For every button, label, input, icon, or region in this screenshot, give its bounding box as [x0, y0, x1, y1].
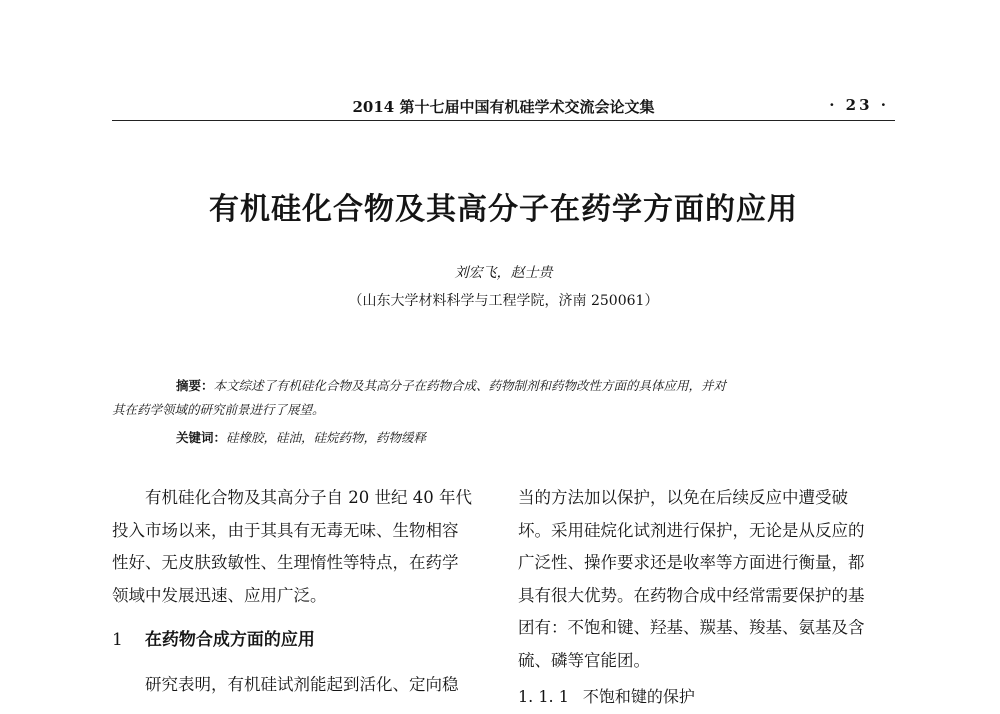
right-line-6: 硫、磷等官能团。 — [518, 650, 650, 670]
abstract-text-1: 本文综述了有机硅化合物及其高分子在药物合成、药物制剂和药物改性方面的具体应用，并对 — [213, 378, 727, 393]
abstract-label: 摘要： — [176, 378, 214, 393]
subsection-heading — [518, 681, 898, 714]
right-line-4: 具有很大优势。在药物合成中经常需要保护的基 — [518, 585, 865, 605]
section-number: 1 — [112, 630, 123, 650]
intro-line-2: 投入市场以来，由于其具有无毒无味、生物相容 — [112, 520, 459, 540]
subsection-title: 不饱和键的保护 — [582, 687, 695, 706]
section-heading-1 — [112, 624, 492, 657]
running-title: 2014 第十七届中国有机硅学术交流会论文集 — [352, 98, 655, 116]
keywords-label: 关键词： — [176, 430, 227, 445]
right-line-1: 当的方法加以保护，以免在后续反应中遭受破 — [518, 488, 848, 507]
running-header — [112, 94, 895, 121]
right-line-3: 广泛性、操作要求还是收率等方面进行衡量，都 — [518, 553, 865, 572]
abstract-line-1 — [112, 374, 852, 398]
left-column — [112, 482, 492, 701]
abstract-line-2: 其在药学领域的研究前景进行了展望。 — [112, 402, 325, 417]
intro-line-3: 性好、无皮肤致敏性、生理惰性等特点，在药学 — [112, 553, 459, 572]
keywords-text: 硅橡胶，硅油，硅烷药物，药物缓释 — [226, 430, 427, 445]
keywords — [176, 426, 856, 450]
intro-line-1: 有机硅化合物及其高分子自 20 世纪 40 年代 — [145, 488, 472, 507]
section-title: 在药物合成方面的应用 — [144, 630, 315, 650]
affiliation: （山东大学材料科学与工程学院，济南 250061） — [348, 293, 659, 309]
authors: 刘宏飞，赵士贵 — [454, 265, 553, 281]
intro-line-4: 领域中发展迅速、应用广泛。 — [112, 585, 327, 605]
subsection-number: 1. 1. 1 — [518, 687, 569, 706]
right-line-2: 坏。采用硅烷化试剂进行保护，无论是从反应的 — [518, 520, 865, 540]
intro-paragraph — [112, 482, 492, 612]
page-number: · 23 · — [829, 96, 889, 114]
right-column — [518, 482, 898, 714]
paper-title: 有机硅化合物及其高分子在药学方面的应用 — [209, 192, 798, 227]
section1-line-1: 研究表明，有机硅试剂能起到活化、定向稳 — [145, 674, 459, 694]
right-line-5: 团有：不饱和键、羟基、羰基、羧基、氨基及含 — [518, 618, 865, 637]
abstract — [112, 374, 852, 422]
